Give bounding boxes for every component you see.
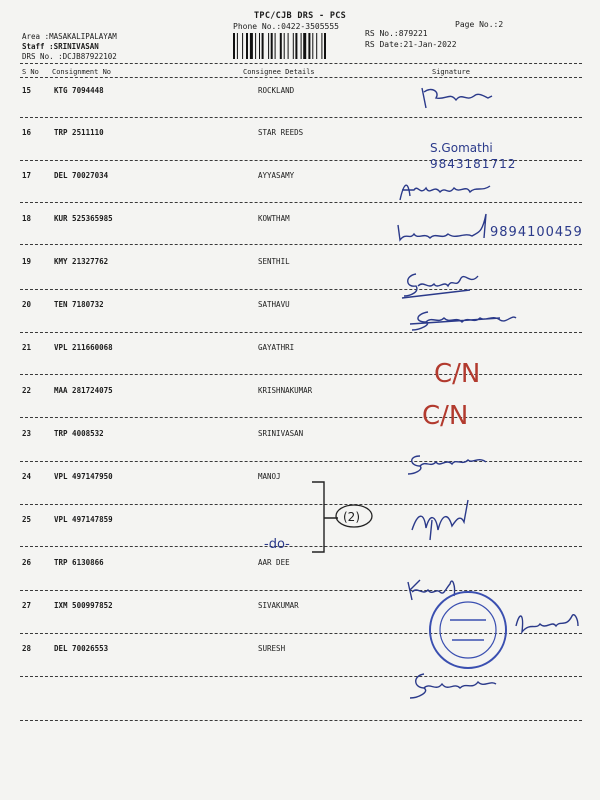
row-sno: 15	[22, 86, 32, 95]
signature-scribble	[410, 674, 496, 698]
handwritten-cn: C/N	[434, 359, 481, 389]
row-consignee: GAYATHRI	[258, 343, 295, 352]
row-consignment: TRP 6130866	[54, 558, 104, 567]
company-stamp	[430, 592, 506, 668]
row-sno: 22	[22, 386, 32, 395]
signature-scribble	[398, 214, 486, 240]
row-consignment: VPL 497147950	[54, 472, 113, 481]
row-consignment: KTG 7094448	[54, 86, 104, 95]
row-consignee: STAR REEDS	[258, 128, 304, 137]
signature-scribble	[410, 312, 516, 330]
col-signature: Signature	[432, 68, 470, 76]
row-sno: 24	[22, 472, 32, 481]
row-consignee: ROCKLAND	[258, 86, 295, 95]
row-sno: 27	[22, 601, 32, 610]
rs-number: RS No.:879221	[365, 29, 428, 38]
rs-date: RS Date:21-Jan-2022	[365, 40, 457, 49]
phone-number: Phone No.:0422-3505555	[233, 22, 339, 31]
row-sno: 25	[22, 515, 32, 524]
row-consignee: KOWTHAM	[258, 214, 290, 223]
staff-label: Staff :SRINIVASAN	[22, 42, 99, 51]
row-consignee: KRISHNAKUMAR	[258, 386, 313, 395]
row-sno: 21	[22, 343, 32, 352]
row-sno: 17	[22, 171, 32, 180]
row-sno: 28	[22, 644, 32, 653]
row-consignee: AYYASAMY	[258, 171, 295, 180]
signature-scribble	[408, 456, 486, 474]
row-sno: 20	[22, 300, 32, 309]
bracket-mark	[312, 482, 338, 552]
row-consignment: KUR 525365985	[54, 214, 113, 223]
row-consignee: MANOJ	[258, 472, 281, 481]
row-consignment: KMY 21327762	[54, 257, 109, 266]
row-consignment: TRP 2511110	[54, 128, 104, 137]
document-title: TPC/CJB DRS - PCS	[254, 11, 347, 21]
company-stamp-marks	[450, 620, 486, 640]
row-consignee: SRINIVASAN	[258, 429, 304, 438]
signature-scribble	[412, 500, 468, 540]
signature-scribble	[422, 88, 492, 108]
signature-scribble	[400, 185, 490, 200]
row-consignment: IXM 500997852	[54, 601, 113, 610]
page-number: Page No.:2	[455, 20, 504, 29]
row-consignment: TRP 4008532	[54, 429, 104, 438]
row-consignee: SIVAKUMAR	[258, 601, 299, 610]
col-consignee: Consignee Details	[243, 68, 315, 76]
row-sno: 26	[22, 558, 32, 567]
row-consignment: VPL 211660068	[54, 343, 113, 352]
row-sno: 23	[22, 429, 32, 438]
circled-count-text: (2)	[343, 510, 360, 524]
row-consignee: AAR DEE	[258, 558, 290, 567]
row-consignee: SATHAVU	[258, 300, 290, 309]
signature-scribble	[402, 274, 478, 298]
row-consignment: DEL 70026553	[54, 644, 109, 653]
row-consignment: TEN 7180732	[54, 300, 104, 309]
row-sno: 16	[22, 128, 32, 137]
handwritten-name: S.Gomathi	[430, 141, 493, 155]
signature-scribble	[516, 615, 578, 632]
row-sno: 18	[22, 214, 32, 223]
row-consignment: MAA 281724075	[54, 386, 113, 395]
row-consignee: SENTHIL	[258, 257, 290, 266]
handwritten-phone: 9894100459	[490, 225, 583, 240]
handwritten-phone: 9843181712	[430, 157, 517, 171]
ditto-note: -do-	[264, 537, 290, 552]
row-consignment: DEL 70027034	[54, 171, 109, 180]
company-stamp-inner	[440, 602, 496, 658]
row-consignment: VPL 497147859	[54, 515, 113, 524]
row-consignee: SURESH	[258, 644, 286, 653]
handwritten-cn: C/N	[422, 401, 469, 431]
area-label: Area :MASAKALIPALAYAM	[22, 32, 117, 41]
col-sno: S No	[22, 68, 39, 76]
row-sno: 19	[22, 257, 32, 266]
col-consignment: Consignment No	[52, 68, 112, 76]
drs-number: DRS No. :DCJB87922102	[22, 52, 117, 61]
